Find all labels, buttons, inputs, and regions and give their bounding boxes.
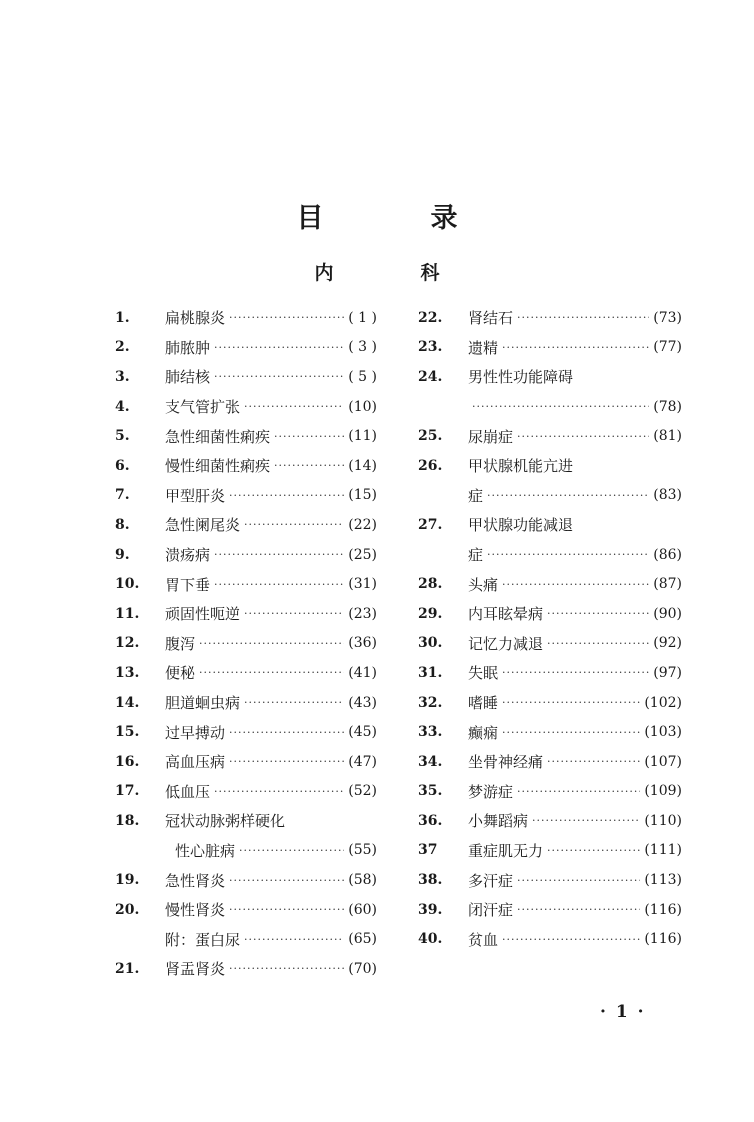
dot-leader: [472, 400, 649, 413]
toc-entry-title: 急性阑尾炎: [165, 516, 241, 535]
toc-entry-number: 38.: [418, 872, 443, 889]
toc-entry: [418, 777, 682, 807]
toc-entry-page: (87): [653, 576, 682, 593]
toc-entry-title: 头痛: [468, 575, 499, 594]
dot-leader: [274, 459, 344, 472]
toc-entry: [115, 865, 377, 895]
toc-entry-title: 多汗症: [468, 871, 514, 890]
dot-leader: [547, 607, 649, 620]
toc-entry-number: 18.: [115, 812, 140, 829]
toc-entry-title: 坐骨神经痛: [468, 753, 544, 772]
toc-entry: [418, 481, 682, 511]
toc-entry-page: (15): [348, 487, 377, 504]
toc-entry-title: 急性细菌性痢疾: [165, 427, 271, 446]
toc-entry-page: (90): [653, 605, 682, 622]
toc-entry-title: 肾结石: [468, 309, 514, 328]
toc-entry-page: (107): [644, 753, 682, 770]
toc-entry: [418, 895, 682, 925]
dot-leader: [517, 903, 640, 916]
dot-leader: [229, 962, 344, 975]
toc-entry-number: 14.: [115, 694, 140, 711]
toc-entry: [418, 836, 682, 866]
toc-entry-page: (11): [348, 428, 377, 445]
toc-entry: [115, 303, 377, 333]
toc-entry-number: 12.: [115, 635, 140, 652]
dot-leader: [214, 548, 344, 561]
toc-entry-number: 21.: [115, 960, 140, 977]
toc-entry-title: 小舞蹈病: [468, 812, 529, 831]
dot-leader: [244, 933, 344, 946]
dot-leader: [229, 311, 344, 324]
dot-leader: [214, 370, 344, 383]
toc-entry-page: (81): [653, 428, 682, 445]
toc-entry-page: (110): [644, 812, 682, 829]
toc-entry-title: 甲状腺机能亢进: [468, 457, 574, 476]
toc-entry-number: 11.: [115, 605, 140, 622]
toc-entry-page: (36): [348, 635, 377, 652]
toc-entry-number: 10.: [115, 576, 140, 593]
toc-entry-title: 扁桃腺炎: [165, 309, 226, 328]
toc-entry-page: (43): [348, 694, 377, 711]
dot-leader: [517, 785, 640, 798]
dot-leader: [244, 696, 344, 709]
dot-leader: [502, 578, 649, 591]
dot-leader: [229, 726, 344, 739]
toc-entry: [115, 658, 377, 688]
toc-entry-number: 35.: [418, 783, 443, 800]
toc-entry-number: 8.: [115, 516, 130, 533]
toc-entry-page: (92): [653, 635, 682, 652]
toc-entry-number: 22.: [418, 309, 443, 326]
toc-entry-number: 28.: [418, 576, 443, 593]
toc-entry-page: (109): [644, 783, 682, 800]
toc-entry-title: 腹泻: [165, 634, 196, 653]
toc-entry-page: (102): [644, 694, 682, 711]
toc-entry-title: 重症肌无力: [468, 841, 544, 860]
toc-entry: [418, 658, 682, 688]
dot-leader: [547, 755, 640, 768]
toc-entry-page: (97): [653, 664, 682, 681]
toc-entry-page: (55): [348, 842, 377, 859]
toc-entry-title: 支气管扩张: [165, 398, 241, 417]
toc-entry: [115, 333, 377, 363]
toc-entry-title: 慢性细菌性痢疾: [165, 457, 271, 476]
dot-leader: [229, 489, 344, 502]
toc-entry-title: 肾盂肾炎: [165, 960, 226, 979]
dot-leader: [229, 755, 344, 768]
toc-entry: [418, 865, 682, 895]
toc-entry: [418, 333, 682, 363]
toc-entry: [418, 510, 682, 540]
dot-leader: [517, 430, 649, 443]
toc-entry: [418, 540, 682, 570]
toc-entry-title: 嗜睡: [468, 694, 499, 713]
toc-entry-title: 慢性肾炎: [165, 901, 226, 920]
dot-leader: [274, 430, 344, 443]
toc-entry-page: (111): [644, 842, 682, 859]
toc-entry: [115, 421, 377, 451]
toc-entry-title: 遗精: [468, 338, 499, 357]
toc-entry-page: (113): [644, 872, 682, 889]
toc-entry: [418, 629, 682, 659]
toc-entry: [418, 303, 682, 333]
toc-entry: [418, 362, 682, 392]
toc-entry-title: 附：蛋白尿: [165, 930, 241, 949]
dot-leader: [502, 666, 649, 679]
toc-entry-number: 5.: [115, 428, 130, 445]
toc-entry-title: 内耳眩晕病: [468, 605, 544, 624]
toc-entry-page: (86): [653, 546, 682, 563]
toc-entry-page: (73): [653, 309, 682, 326]
toc-entry: [418, 421, 682, 451]
dot-leader: [517, 311, 649, 324]
toc-entry: [115, 747, 377, 777]
toc-entry-number: 32.: [418, 694, 443, 711]
toc-entry-title: 胆道蛔虫病: [165, 694, 241, 713]
toc-entry-title: 溃疡病: [165, 546, 211, 565]
toc-entry-number: 40.: [418, 931, 443, 948]
dot-leader: [532, 814, 640, 827]
toc-entry-page: (116): [644, 931, 682, 948]
toc-entry: [418, 924, 682, 954]
toc-entry-page: ( 5 ): [348, 368, 377, 385]
dot-leader: [244, 518, 344, 531]
toc-entry: [115, 836, 377, 866]
toc-entry: [418, 392, 682, 422]
page-title: 目 录: [296, 203, 498, 234]
toc-entry-number: 2.: [115, 339, 130, 356]
toc-entry: [115, 806, 377, 836]
toc-entry: [115, 599, 377, 629]
toc-entry-page: (31): [348, 576, 377, 593]
toc-entry-title: 癫痫: [468, 723, 499, 742]
toc-entry-number: 3.: [115, 368, 130, 385]
toc-entry-title: 男性性功能障碍: [468, 368, 574, 387]
dot-leader: [214, 578, 344, 591]
toc-entry-page: (116): [644, 901, 682, 918]
toc-entry-page: (77): [653, 339, 682, 356]
toc-right-column: [418, 303, 682, 954]
toc-entry: [115, 569, 377, 599]
toc-entry-page: (70): [348, 960, 377, 977]
dot-leader: [502, 933, 640, 946]
toc-entry-title: 胃下垂: [165, 575, 211, 594]
toc-entry-number: 34.: [418, 753, 443, 770]
dot-leader: [502, 726, 640, 739]
toc-entry-number: 6.: [115, 457, 130, 474]
toc-entry-number: 7.: [115, 487, 130, 504]
dot-leader: [547, 844, 640, 857]
toc-entry-title: 症: [468, 546, 484, 565]
toc-entry-number: 37: [418, 842, 438, 859]
toc-entry: [115, 510, 377, 540]
toc-entry-number: 29.: [418, 605, 443, 622]
toc-entry-title: 低血压: [165, 782, 211, 801]
toc-entry-title: 贫血: [468, 930, 499, 949]
toc-entry-page: (10): [348, 398, 377, 415]
dot-leader: [487, 548, 649, 561]
toc-entry-number: 25.: [418, 428, 443, 445]
toc-entry-title: 过早搏动: [165, 723, 226, 742]
toc-entry-number: 16.: [115, 753, 140, 770]
toc-entry-number: 30.: [418, 635, 443, 652]
toc-entry-title: 闭汗症: [468, 901, 514, 920]
toc-entry-number: 17.: [115, 783, 140, 800]
toc-entry: [418, 451, 682, 481]
toc-entry: [418, 717, 682, 747]
toc-entry-number: 26.: [418, 457, 443, 474]
toc-entry-title: 顽固性呃逆: [165, 605, 241, 624]
toc-entry-title: 尿崩症: [468, 427, 514, 446]
toc-entry-number: 39.: [418, 901, 443, 918]
toc-entry-title: 便秘: [165, 664, 196, 683]
toc-entry-number: 20.: [115, 901, 140, 918]
toc-entry-number: 24.: [418, 368, 443, 385]
toc-entry-title: 性心脏病: [175, 841, 236, 860]
dot-leader: [199, 666, 344, 679]
toc-entry: [115, 362, 377, 392]
dot-leader: [244, 400, 344, 413]
toc-entry-number: 19.: [115, 872, 140, 889]
toc-entry: [115, 924, 377, 954]
toc-entry-number: 1.: [115, 309, 130, 326]
toc-entry-title: 失眠: [468, 664, 499, 683]
toc-entry-page: (60): [348, 901, 377, 918]
toc-entry: [115, 629, 377, 659]
toc-entry-page: (83): [653, 487, 682, 504]
toc-entry-page: (65): [348, 931, 377, 948]
toc-left-column: [115, 303, 377, 984]
toc-entry-page: ( 1 ): [348, 309, 377, 326]
dot-leader: [214, 341, 344, 354]
toc-entry-page: (22): [348, 516, 377, 533]
dot-leader: [502, 696, 640, 709]
toc-entry: [115, 540, 377, 570]
toc-entry: [115, 451, 377, 481]
toc-entry-page: (58): [348, 872, 377, 889]
dot-leader: [547, 637, 649, 650]
toc-entry-number: 4.: [115, 398, 130, 415]
toc-entry: [115, 954, 377, 984]
toc-entry-title: 记忆力减退: [468, 634, 544, 653]
toc-entry-page: (103): [644, 724, 682, 741]
toc-entry-title: 高血压病: [165, 753, 226, 772]
section-heading: 内 科: [314, 262, 474, 284]
toc-entry-number: 27.: [418, 516, 443, 533]
dot-leader: [229, 874, 344, 887]
toc-entry: [418, 569, 682, 599]
dot-leader: [517, 874, 640, 887]
toc-entry-title: 梦游症: [468, 782, 514, 801]
toc-entry-page: ( 3 ): [348, 339, 377, 356]
dot-leader: [239, 844, 344, 857]
toc-entry-number: 13.: [115, 664, 140, 681]
toc-entry: [115, 392, 377, 422]
toc-entry-page: (52): [348, 783, 377, 800]
toc-entry-page: (45): [348, 724, 377, 741]
toc-entry-page: (47): [348, 753, 377, 770]
toc-entry: [115, 895, 377, 925]
toc-entry-number: 31.: [418, 664, 443, 681]
toc-entry: [115, 777, 377, 807]
dot-leader: [502, 341, 649, 354]
toc-entry-number: 36.: [418, 812, 443, 829]
dot-leader: [199, 637, 344, 650]
toc-entry: [418, 806, 682, 836]
toc-entry-number: 23.: [418, 339, 443, 356]
toc-entry-number: 9.: [115, 546, 130, 563]
toc-entry-number: 33.: [418, 724, 443, 741]
toc-entry-title: 症: [468, 486, 484, 505]
toc-entry-page: (41): [348, 664, 377, 681]
toc-entry-title: 甲状腺功能减退: [468, 516, 574, 535]
toc-entry-page: (23): [348, 605, 377, 622]
toc-entry: [115, 481, 377, 511]
toc-entry: [418, 688, 682, 718]
page-number: · 1 ·: [600, 1002, 646, 1022]
toc-entry-title: 急性肾炎: [165, 871, 226, 890]
toc-entry: [115, 717, 377, 747]
dot-leader: [244, 607, 344, 620]
toc-entry-title: 冠状动脉粥样硬化: [165, 812, 286, 831]
toc-entry: [418, 747, 682, 777]
toc-entry-page: (25): [348, 546, 377, 563]
toc-entry: [115, 688, 377, 718]
toc-entry: [418, 599, 682, 629]
toc-entry-title: 肺结核: [165, 368, 211, 387]
toc-entry-number: 15.: [115, 724, 140, 741]
toc-entry-title: 甲型肝炎: [165, 486, 226, 505]
dot-leader: [487, 489, 649, 502]
dot-leader: [214, 785, 344, 798]
toc-entry-page: (78): [653, 398, 682, 415]
toc-entry-page: (14): [348, 457, 377, 474]
toc-entry-title: 肺脓肿: [165, 338, 211, 357]
dot-leader: [229, 903, 344, 916]
